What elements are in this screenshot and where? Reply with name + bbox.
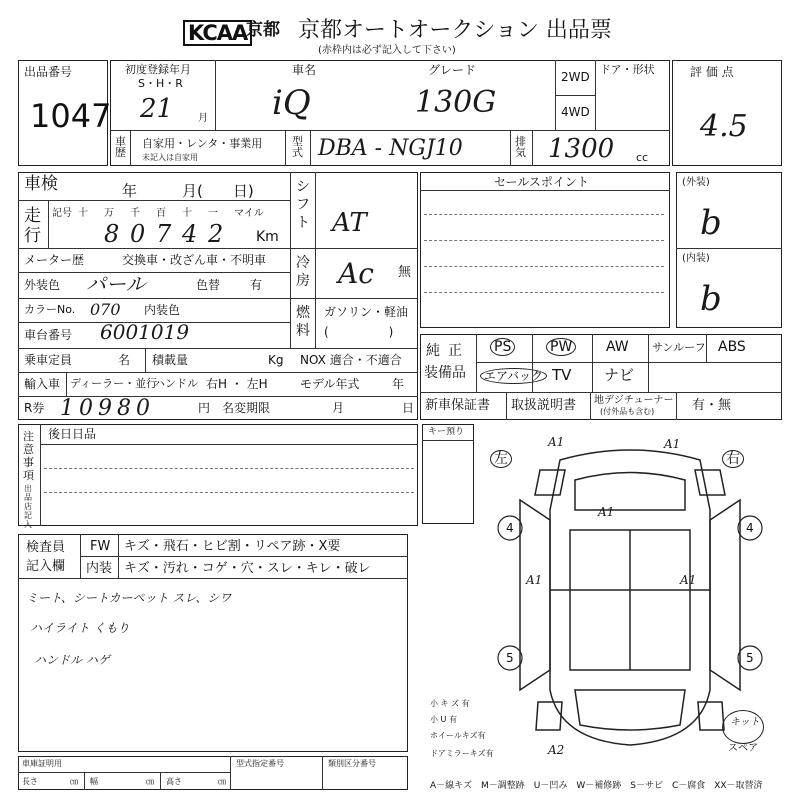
damage-mark-3: A1 xyxy=(598,505,615,519)
drive-4wd: 4WD xyxy=(561,105,590,119)
equipment-label-2: 装備品 xyxy=(424,365,466,381)
logo-suffix: 京都 xyxy=(246,20,280,40)
door-label: ドア・形状 xyxy=(600,63,655,76)
car-name-label: 車名 xyxy=(292,63,317,77)
sales-point-label: セールスポイント xyxy=(494,175,589,189)
load-unit: Kg xyxy=(268,353,284,367)
key-label: キー預り xyxy=(428,427,465,437)
history-label: 車歴 xyxy=(115,135,126,159)
mileage-sublabels: 記号 十 万 千 百 十 一 マイル xyxy=(52,208,264,219)
era-label: S・H・R xyxy=(138,77,183,90)
history-options: 自家用・レンタ・事業用 xyxy=(142,137,263,150)
recycle-unit: 円 xyxy=(198,401,211,415)
exterior-grade-label: (外装) xyxy=(682,177,710,188)
sales-point-box xyxy=(420,172,670,328)
inspector-note-3: ハンドル ハゲ xyxy=(34,653,110,667)
displacement-value: 1300 xyxy=(548,134,615,164)
fuel-other: ( ) xyxy=(324,325,394,339)
ac-label: 冷房 xyxy=(296,255,310,289)
equip-aw: AW xyxy=(606,339,629,355)
manual: 取扱説明書 xyxy=(511,398,577,413)
exterior-grade-value: b xyxy=(700,203,722,243)
color-no-label: カラーNo. xyxy=(24,303,76,316)
height-label: 高さ xyxy=(166,777,182,786)
height-unit: ㎝ xyxy=(218,777,226,786)
fw-items: キズ・飛石・ヒビ割・リペア跡・X要 xyxy=(124,539,341,554)
type-no-label: 型式指定番号 xyxy=(236,759,284,768)
ac-value: Ac xyxy=(338,257,374,290)
drive-2wd: 2WD xyxy=(561,70,590,84)
page-title: 京都オートオークション 出品票 xyxy=(298,18,612,43)
length-label: 長さ xyxy=(22,777,38,786)
width-unit: ㎝ xyxy=(146,777,154,786)
chassis-label: 車台番号 xyxy=(24,328,73,342)
mileage-label: 走行 xyxy=(24,206,41,246)
equip-ps: PS xyxy=(490,338,515,356)
name-change-label: 名変期限 xyxy=(222,401,271,415)
tire-mark-fr: 4 xyxy=(746,521,754,535)
rating-value: 4.5 xyxy=(700,109,748,144)
inspector-note-2: ハイライト くもり xyxy=(30,621,130,635)
nox-options: NOX 適合・不適合 xyxy=(300,353,402,367)
legend-small-scratch: 小 キ ズ 有 xyxy=(430,699,470,708)
recycle-label: R券 xyxy=(24,401,45,415)
damage-mark-rear: A2 xyxy=(548,743,565,757)
mileage-digits: 8 0 7 4 2 xyxy=(104,220,224,248)
first-reg-year: 21 xyxy=(140,94,174,124)
notes-side-sub: 出品店記入 xyxy=(24,484,32,529)
grade-label: グレード xyxy=(428,63,477,77)
equip-airbag: エアバック xyxy=(480,368,547,384)
key-box xyxy=(422,424,474,524)
equipment-label-1: 純正 xyxy=(426,343,470,359)
interior-items: キズ・汚れ・コゲ・穴・スレ・キレ・破レ xyxy=(124,561,371,576)
meter-label: メーター歴 xyxy=(24,253,85,267)
tuner-yes-no: 有・無 xyxy=(692,398,732,413)
chassis-value: 6001019 xyxy=(100,320,190,344)
garage-cert-label: 車庫証明用 xyxy=(22,759,62,768)
shift-label: シフト xyxy=(296,179,310,231)
handle-options: 右H ・ 左H xyxy=(206,377,268,391)
history-note: 未記入は自家用 xyxy=(142,153,198,162)
displacement-unit: cc xyxy=(636,151,649,164)
damage-legend: A－線キズ M－調整跡 U－凹み W－補修跡 S－サビ C－腐食 XX－取替済 xyxy=(430,781,763,791)
load-label: 積載量 xyxy=(152,353,189,367)
name-change-day: 日 xyxy=(402,401,415,415)
width-label: 幅 xyxy=(90,777,98,786)
damage-mark-2: A1 xyxy=(664,437,681,451)
mileage-unit: Km xyxy=(256,229,279,245)
first-reg-label: 初度登録年月 xyxy=(125,63,191,76)
color-no-value: 070 xyxy=(90,300,121,319)
legend-wheel-scratch: ホイールキズ有 xyxy=(430,731,486,740)
equip-abs: ABS xyxy=(718,339,746,355)
meter-options: 交換車・改ざん車・不明車 xyxy=(122,253,267,267)
length-unit: ㎝ xyxy=(70,777,78,786)
spare-note: キット xyxy=(730,717,760,728)
equip-pw: PW xyxy=(546,338,576,356)
model-value: DBA - NGJ10 xyxy=(318,136,463,161)
kcaa-logo: KCAA xyxy=(183,20,252,46)
name-change-month: 月 xyxy=(332,401,345,415)
header-note: (赤枠内は必ず記入して下さい) xyxy=(318,45,456,56)
damage-mark-5: A1 xyxy=(680,573,697,587)
left-side-label: 左 xyxy=(490,450,512,468)
recolor-label: 色替 xyxy=(196,278,221,292)
class-no-label: 類別区分番号 xyxy=(328,759,376,768)
recycle-value: 10980 xyxy=(60,396,155,421)
equip-tv: TV xyxy=(552,366,572,384)
fw-label: FW xyxy=(90,539,111,554)
notes-side-label: 注意事項 xyxy=(23,430,34,482)
tire-mark-fl: 4 xyxy=(506,521,514,535)
after-date-label: 後日日品 xyxy=(48,427,97,441)
tire-mark-rr: 5 xyxy=(746,651,754,665)
inspection-text: 年 月( 日) xyxy=(122,182,254,200)
spare-label: スペア xyxy=(728,743,758,754)
import-label: 輸入車 xyxy=(24,377,61,391)
damage-mark-4: A1 xyxy=(526,573,543,587)
import-dealer: ディーラー・並行 xyxy=(70,377,158,390)
grade-value: 130G xyxy=(415,85,497,120)
new-car-warranty: 新車保証書 xyxy=(425,398,491,413)
interior-grade-label: (内装) xyxy=(682,253,710,264)
legend-small-dent: 小 U 有 xyxy=(430,715,457,724)
inspector-label: 検査員記入欄 xyxy=(26,540,66,574)
recolor-value: 有 xyxy=(250,278,263,292)
fuel-options: ガソリン・軽油 xyxy=(324,305,409,319)
digital-tuner-note: (付外品も含む) xyxy=(600,407,655,416)
capacity-unit: 名 xyxy=(118,353,131,367)
tire-mark-rl: 5 xyxy=(506,651,514,665)
first-reg-month-label: 月 xyxy=(198,113,208,124)
legend-mirror-scratch: ドアミラーキズ有 xyxy=(430,749,494,758)
interior-color-label: 内装色 xyxy=(144,303,181,317)
equip-navi: ナビ xyxy=(604,366,635,384)
handle-label: ハンドル xyxy=(154,377,198,390)
car-name-value: iQ xyxy=(272,83,311,123)
damage-mark-1: A1 xyxy=(548,435,565,449)
shift-value: AT xyxy=(332,208,367,238)
interior-grade-value: b xyxy=(700,279,722,319)
fuel-label: 燃料 xyxy=(296,305,310,339)
right-side-label: 右 xyxy=(722,450,744,468)
model-label: 型式 xyxy=(292,135,303,159)
inspector-note-1: ミート、シートカーペット スレ、シワ xyxy=(26,591,232,605)
lot-label: 出品番号 xyxy=(24,65,73,79)
lot-number: 1047 xyxy=(30,97,112,135)
equip-sunroof: サンルーフ xyxy=(652,341,706,354)
condition-grade-box xyxy=(676,172,782,328)
ac-none: 無 xyxy=(398,265,412,280)
model-year-unit: 年 xyxy=(392,377,405,391)
inspection-label: 車検 xyxy=(24,174,58,194)
digital-tuner: 地デジチューナー xyxy=(594,395,674,406)
model-year-label: モデル年式 xyxy=(300,377,360,391)
rating-label: 評 価 点 xyxy=(690,65,734,79)
capacity-label: 乗車定員 xyxy=(24,353,73,367)
displacement-label: 排気 xyxy=(515,135,526,159)
interior-items-label: 内装 xyxy=(86,561,113,576)
color-value: パール xyxy=(86,272,146,296)
color-label: 外装色 xyxy=(24,278,61,292)
